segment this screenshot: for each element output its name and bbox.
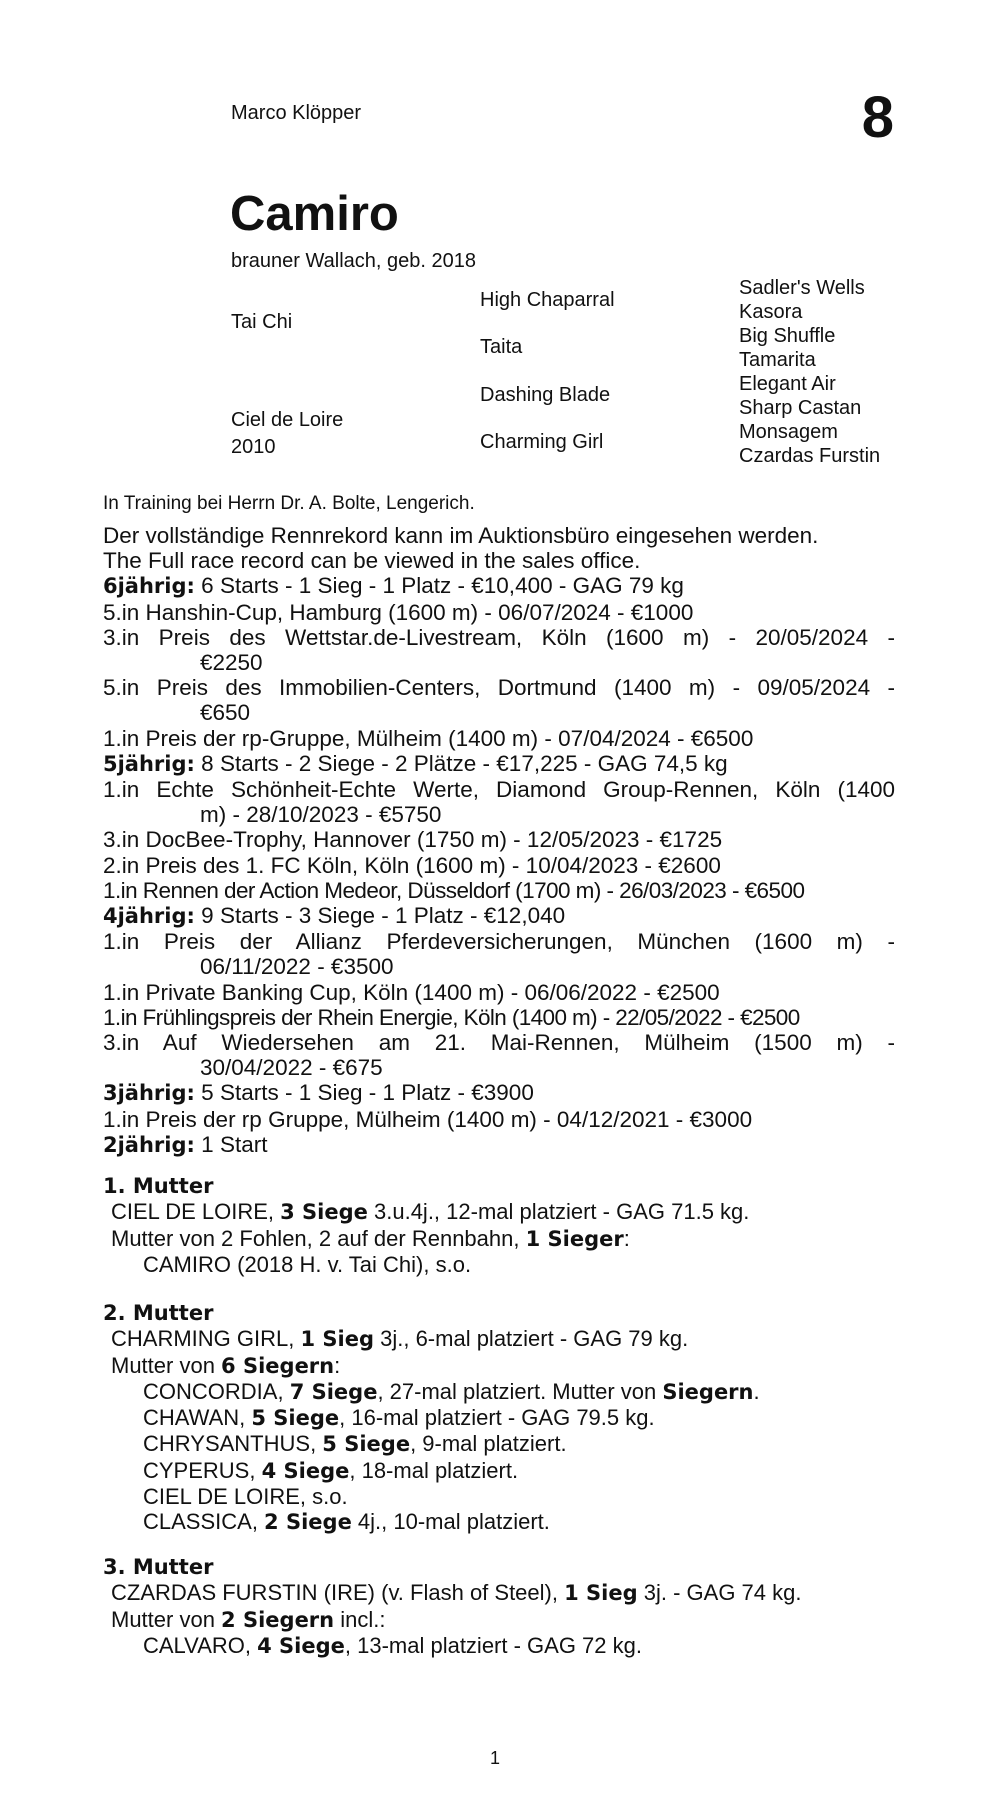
race-entry-continued: €650 [200, 700, 251, 726]
race-entry: 3.in DocBee-Trophy, Hannover (1750 m) - 12/05/2023 - €1725 [103, 827, 723, 853]
dam3-produce-summary [103, 1607, 895, 1633]
produce-text-end: : [334, 1352, 341, 1378]
horse-name-text: CHARMING GIRL, [111, 1326, 301, 1352]
details-text: , 27-mal platziert. Mutter von [377, 1378, 663, 1404]
race-entry-continued: €2250 [200, 650, 263, 676]
year-label: 3jährig: [103, 1081, 195, 1106]
details-end: . [753, 1378, 760, 1404]
race-entry: 1.in Preis der rp Gruppe, Mülheim (1400 m) - 04/12/2021 - €3000 [103, 1106, 753, 1132]
pedigree-gen4-item: Tamarita [739, 349, 816, 371]
record-note-de: Der vollständige Rennrekord kann im Auktionsbüro eingesehen werden. [103, 523, 819, 548]
pedigree-gen4-item: Kasora [739, 301, 803, 323]
horse-name: Camiro [230, 187, 399, 241]
race-entry: 5.in Preis des Immobilien-Centers, Dortmund (1400 m) - 09/05/2024 - [103, 675, 895, 701]
horse-name-text: CLASSICA, [143, 1509, 265, 1535]
offspring-entry [103, 1431, 895, 1457]
offspring-entry [103, 1405, 895, 1431]
year-stats: 6 Starts - 1 Sieg - 1 Platz - €10,400 - GAG 79 kg [194, 573, 684, 599]
pedigree-gen4-item: Sadler's Wells [739, 277, 865, 299]
race-entry: 1.in Echte Schönheit-Echte Werte, Diamond Group-Rennen, Köln (1400 [103, 777, 895, 803]
horse-name-text: CZARDAS FURSTIN (IRE) (v. Flash of Steel), [111, 1580, 565, 1606]
wins-count: 1 Sieg [300, 1327, 374, 1352]
winners-count: 1 Sieger [525, 1226, 624, 1251]
dam2-produce-summary [103, 1353, 895, 1379]
year-stats: 1 Start [194, 1131, 268, 1157]
offspring-entry: CIEL DE LOIRE, s.o. [143, 1484, 348, 1510]
produce-text: Mutter von [111, 1606, 222, 1632]
race-entry: 3.in Preis des Wettstar.de-Livestream, Köln (1600 m) - 20/05/2024 - [103, 624, 895, 650]
year-label: 4jährig: [103, 904, 195, 929]
year-stats: 5 Starts - 1 Sieg - 1 Platz - €3900 [194, 1080, 534, 1106]
year-label: 5jährig: [103, 751, 195, 776]
pedigree-sire: Tai Chi [231, 311, 293, 333]
consignor: Marco Klöpper [231, 102, 362, 124]
pedigree-sire-sire: High Chaparral [480, 289, 615, 311]
details-text: , 9-mal platziert. [410, 1431, 567, 1457]
dam3-heading: 3. Mutter [103, 1555, 214, 1579]
dam1-heading: 1. Mutter [103, 1174, 214, 1198]
horse-name-text: CALVARO, [143, 1632, 258, 1658]
race-entry: 1.in Rennen der Action Medeor, Düsseldorf (1700 m) - 26/03/2023 - €6500 [103, 877, 805, 903]
offspring-entry [103, 1633, 895, 1659]
horse-name-text: CONCORDIA, [143, 1378, 290, 1404]
wins-count: 2 Siege [264, 1510, 352, 1535]
pedigree-gen4-item: Monsagem [739, 421, 838, 443]
horse-description: brauner Wallach, geb. 2018 [231, 250, 476, 272]
horse-name-text: CYPERUS, [143, 1457, 262, 1483]
pedigree-dam-dam: Charming Girl [480, 431, 604, 453]
pedigree-gen4-item: Czardas Furstin [739, 445, 881, 467]
pedigree-dam-sire: Dashing Blade [480, 384, 611, 406]
race-entry: 1.in Preis der rp-Gruppe, Mülheim (1400 m) - 07/04/2024 - €6500 [103, 725, 754, 751]
dam3-section [103, 1555, 895, 1659]
year-summary [103, 903, 895, 929]
dam2-summary [103, 1326, 895, 1352]
race-record [103, 523, 895, 1158]
dam1-produce-summary [103, 1226, 895, 1252]
details-text: , 16-mal platziert - GAG 79.5 kg. [339, 1405, 655, 1431]
winners-count: 6 Siegern [221, 1353, 335, 1378]
year-summary [103, 1080, 895, 1106]
page-number: 1 [490, 1748, 501, 1768]
winners-count: 2 Siegern [221, 1607, 335, 1632]
race-entry: 1.in Frühlingspreis der Rhein Energie, Köln (1400 m) - 22/05/2022 - €2500 [103, 1004, 800, 1030]
wins-count: 5 Siege [251, 1406, 340, 1431]
details-text: 3j., 6-mal platziert - GAG 79 kg. [374, 1326, 689, 1352]
produce-text: Mutter von [111, 1352, 222, 1378]
offspring-entry [103, 1379, 895, 1405]
record-note-en: The Full race record can be viewed in the sales office. [103, 548, 641, 574]
race-entry-continued: m) - 28/10/2023 - €5750 [200, 802, 442, 828]
details-text: , 13-mal platziert - GAG 72 kg. [344, 1632, 642, 1658]
wins-count: 1 Sieg [564, 1581, 638, 1606]
wins-count: 5 Siege [322, 1432, 411, 1457]
year-stats: 8 Starts - 2 Siege - 2 Plätze - €17,225 - GAG 74,5 kg [194, 750, 728, 776]
year-summary [103, 751, 895, 777]
produce-text: Mutter von 2 Fohlen, 2 auf der Rennbahn, [111, 1225, 526, 1251]
pedigree-gen4 [739, 276, 880, 468]
race-entry-continued: 06/11/2022 - €3500 [200, 954, 394, 980]
race-entry: 1.in Preis der Allianz Pferdeversicherungen, München (1600 m) - [103, 929, 895, 955]
dam2-section [103, 1301, 895, 1536]
dam3-summary [103, 1580, 895, 1606]
horse-name-text: CIEL DE LOIRE, [111, 1199, 281, 1225]
race-entry: 2.in Preis des 1. FC Köln, Köln (1600 m) - 10/04/2023 - €2600 [103, 852, 721, 878]
wins-count: 3 Siege [280, 1200, 368, 1225]
offspring-entry [103, 1509, 895, 1535]
year-summary [103, 1132, 895, 1158]
horse-name-text: CHRYSANTHUS, [143, 1431, 323, 1457]
race-entry: 5.in Hanshin-Cup, Hamburg (1600 m) - 06/07/2024 - €1000 [103, 599, 694, 625]
pedigree-dam-year: 2010 [231, 436, 276, 458]
offspring-entry [103, 1458, 895, 1484]
details-text: , 18-mal platziert. [349, 1457, 519, 1483]
details-text: 3.u.4j., 12-mal platziert - GAG 71.5 kg. [367, 1199, 750, 1225]
wins-count: 7 Siege [289, 1379, 378, 1404]
race-entry: 1.in Private Banking Cup, Köln (1400 m) - 06/06/2022 - €2500 [103, 979, 720, 1005]
dam1-summary [103, 1199, 895, 1225]
dam2-heading: 2. Mutter [103, 1301, 214, 1325]
horse-name-text: CHAWAN, [143, 1405, 252, 1431]
year-stats: 9 Starts - 3 Siege - 1 Platz - €12,040 [194, 903, 566, 929]
year-label: 2jährig: [103, 1132, 195, 1157]
lot-number: 8 [861, 85, 894, 150]
winners-label: Siegern [662, 1379, 754, 1404]
wins-count: 4 Siege [261, 1458, 350, 1483]
pedigree-sire-dam: Taita [480, 336, 523, 358]
race-entry: 3.in Auf Wiedersehen am 21. Mai-Rennen, Mülheim (1500 m) - [103, 1030, 895, 1056]
produce-text-end: : [623, 1225, 630, 1251]
pedigree-gen4-item: Big Shuffle [739, 325, 836, 347]
wins-count: 4 Siege [257, 1633, 345, 1658]
details-text: 3j. - GAG 74 kg. [637, 1580, 802, 1606]
details-text: 4j., 10-mal platziert. [351, 1509, 550, 1535]
trainer-note: In Training bei Herrn Dr. A. Bolte, Lengerich. [103, 493, 475, 514]
produce-text-end: incl.: [334, 1606, 386, 1632]
pedigree-gen4-item: Sharp Castan [739, 397, 862, 419]
dam1-section [103, 1174, 895, 1277]
race-entry-continued: 30/04/2022 - €675 [200, 1055, 383, 1081]
year-summary [103, 573, 895, 599]
pedigree-dam: Ciel de Loire [231, 409, 344, 431]
offspring-entry: CAMIRO (2018 H. v. Tai Chi), s.o. [143, 1251, 472, 1277]
pedigree-gen4-item: Elegant Air [739, 373, 836, 395]
year-label: 6jährig: [103, 574, 195, 599]
